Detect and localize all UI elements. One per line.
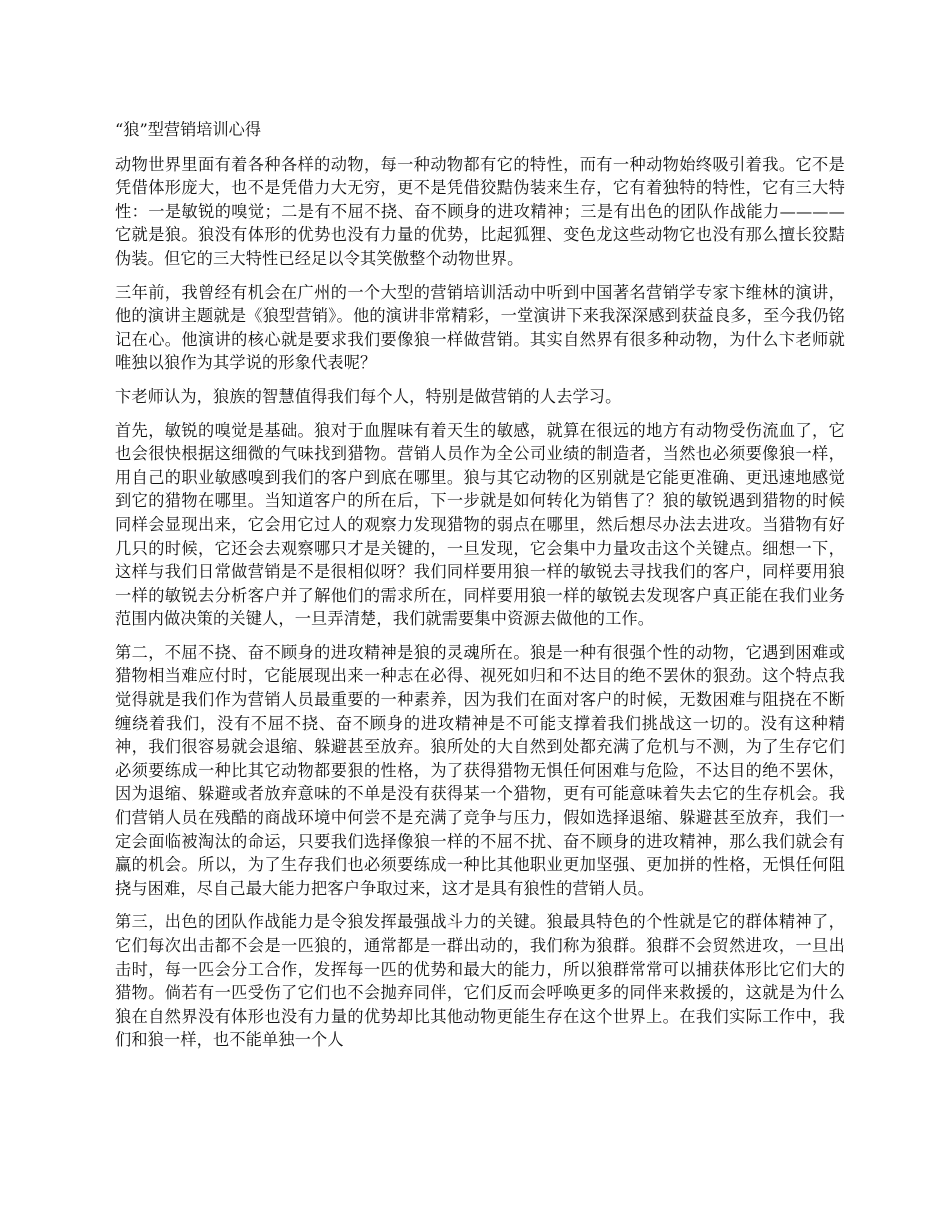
paragraph-second-point: 第二，不屈不挠、奋不顾身的进攻精神是狼的灵魂所在。狼是一种有很强个性的动物，它遇到困难或猎物相当难应付时，它能展现出来一种志在必得、视死如归和不达目的绝不罢休的狠劲。这个特点我觉得就是我们作为营销人员最重要的一种素养，因为我们在面对客户的时候，无数困难与阻挠在不断缠绕着我们，没有不屈不挠、奋不顾身的进攻精神是不可能支撑着我们挑战这一切的。没有这种精神，我们很容易就会退缩、躲避甚至放弃。狼所处的大自然到处都充满了危机与不测，为了生存它们必须要练成一种比其它动物都要狠的性格，为了获得猎物无惧任何困难与危险，不达目的绝不罢休，因为退缩、躲避或者放弃意味的不单是没有获得某一个猎物，更有可能意味着失去它的生存机会。我们营销人员在残酷的商战环境中何尝不是充满了竞争与压力，假如选择退缩、躲避甚至放弃，我们一定会面临被淘汰的命运，只要我们选择像狼一样的不屈不扰、奋不顾身的进攻精神，那么我们就会有赢的机会。所以，为了生存我们也必须要练成一种比其他职业更加坚强、更加拼的性格，无惧任何阻挠与困难，尽自己最大能力把客户争取过来，这才是具有狼性的营销人员。 bbox=[115, 642, 845, 898]
document-page bbox=[115, 118, 845, 1062]
paragraph-lecture: 三年前，我曾经有机会在广州的一个大型的营销培训活动中听到中国著名营销学专家卞维林的演讲，他的演讲主题就是《狼型营销》。他的演讲非常精彩，一堂演讲下来我深深感到获益良多，至今我仍铭记在心。他演讲的核心就是要求我们要像狼一样做营销。其实自然界有很多种动物，为什么卞老师就唯独以狼作为其学说的形象代表呢？ bbox=[115, 282, 845, 373]
document-title: “狼”型营销培训心得 bbox=[115, 120, 262, 139]
paragraph-teacher-view: 卞老师认为，狼族的智慧值得我们每个人，特别是做营销的人去学习。 bbox=[115, 386, 622, 406]
paragraph-first-point: 首先，敏锐的嗅觉是基础。狼对于血腥味有着天生的敏感，就算在很远的地方有动物受伤流血了，它也会很快根据这细微的气味找到猎物。营销人员作为全公司业绩的制造者，当然也必须要像狼一样，用自己的职业敏感嗅到我们的客户到底在哪里。狼与其它动物的区别就是它能更准确、更迅速地感觉到它的猎物在哪里。当知道客户的所在后，下一步就是如何转化为销售了？狼的敏锐遇到猎物的时候同样会显现出来，它会用它过人的观察力发现猎物的弱点在哪里，然后想尽办法去进攻。当猎物有好几只的时候，它还会去观察哪只才是关键的，一旦发现，它会集中力量攻击这个关键点。细想一下，这样与我们日常做营销是不是很相似呀？我们同样要用狼一样的敏锐去寻找我们的客户，同样要用狼一样的敏锐去分析客户并了解他们的需求所在，同样要用狼一样的敏锐去发现客户真正能在我们业务范围内做决策的关键人，一旦弄清楚，我们就需要集中资源去做他的工作。 bbox=[115, 420, 845, 629]
paragraph-intro: 动物世界里面有着各种各样的动物，每一种动物都有它的特性，而有一种动物始终吸引着我。它不是凭借体形庞大，也不是凭借力大无穷，更不是凭借狡黠伪装来生存，它有着独特的特性，它有三大特性：一是敏锐的嗅觉；二是有不屈不挠、奋不顾身的进攻精神；三是有出色的团队作战能力————它就是狼。狼没有体形的优势也没有力量的优势，比起狐狸、变色龙这些动物它也没有那么擅长狡黠伪装。但它的三大特性已经足以令其笑傲整个动物世界。 bbox=[115, 154, 845, 268]
paragraph-third-point: 第三，出色的团队作战能力是令狼发挥最强战斗力的关键。狼最具特色的个性就是它的群体精神了，它们每次出击都不会是一匹狼的，通常都是一群出动的，我们称为狼群。狼群不会贸然进攻，一旦出击时，每一匹会分工合作，发挥每一匹的优势和最大的能力，所以狼群常常可以捕获体形比它们大的猎物。倘若有一匹受伤了它们也不会抛弃同伴，它们反而会呼唤更多的同伴来救援的，这就是为什么狼在自然界没有体形也没有力量的优势却比其他动物更能生存在这个世界上。在我们实际工作中，我们和狼一样，也不能单独一个人 bbox=[115, 912, 845, 1050]
